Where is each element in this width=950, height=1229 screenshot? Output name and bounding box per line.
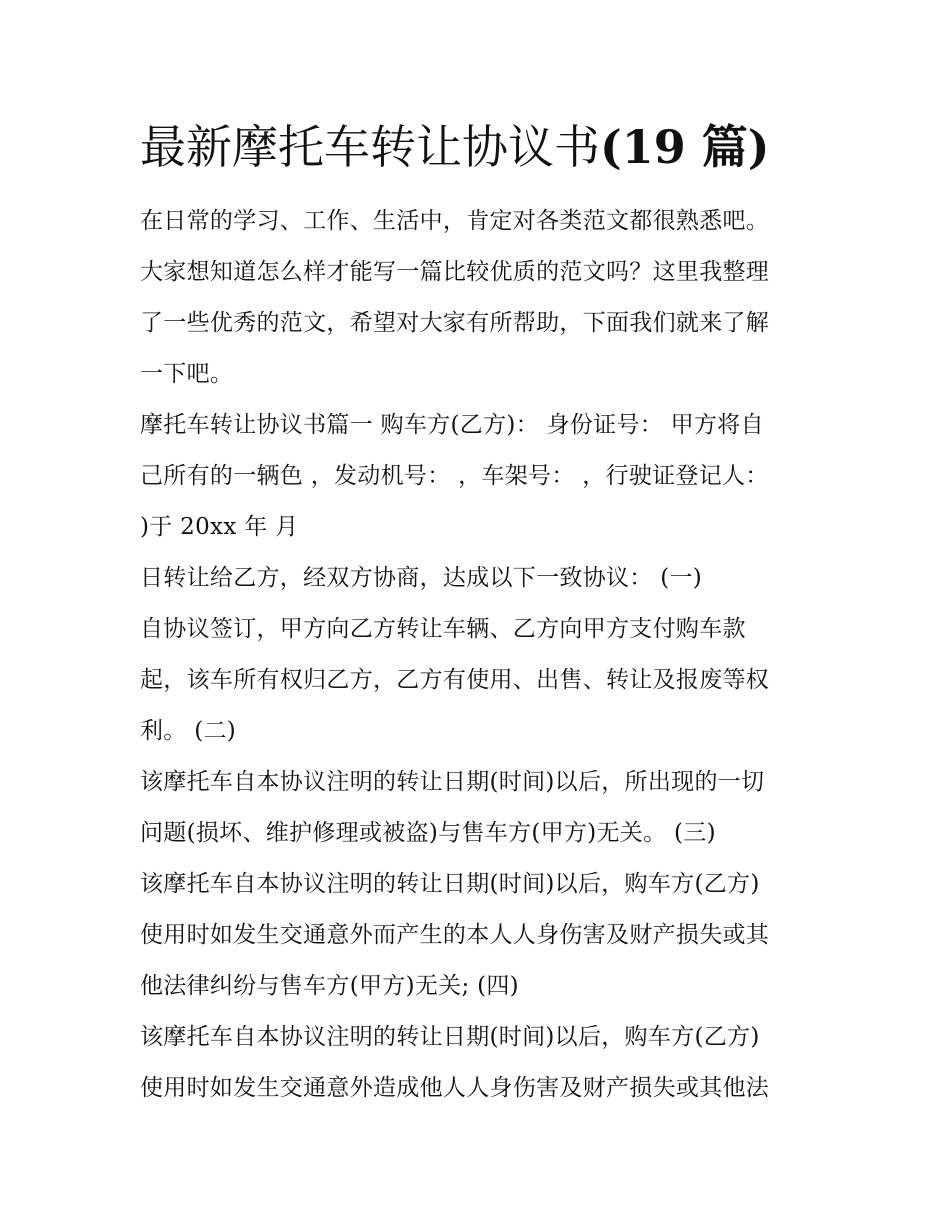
title-count: (19 篇) <box>600 120 770 174</box>
body-line: )于 20xx 年 月 <box>140 514 299 540</box>
body-line: 问题(损坏、维护修理或被盗)与售车方(甲方)无关。 (三) <box>140 820 716 846</box>
body-line: 大家想知道怎么样才能写一篇比较优质的范文吗？这里我整理 <box>140 259 770 285</box>
document-body <box>140 196 820 1114</box>
body-line: 使用时如发生交通意外而产生的本人人身伤害及财产损失或其 <box>140 922 770 948</box>
body-line: 该摩托车自本协议注明的转让日期(时间)以后，所出现的一切 <box>140 769 765 795</box>
body-line: 摩托车转让协议书篇一 购车方(乙方)： 身份证号： 甲方将自 <box>140 412 764 438</box>
body-line: 自协议签订，甲方向乙方转让车辆、乙方向甲方支付购车款 <box>140 616 746 642</box>
title-main: 最新摩托车转让协议书 <box>140 120 600 174</box>
body-line: 一下吧。 <box>140 361 234 387</box>
body-line: 己所有的一辆色 ，发动机号： ，车架号： ，行驶证登记人： <box>140 463 769 489</box>
body-line: 使用时如发生交通意外造成他人人身伤害及财产损失或其他法 <box>140 1075 770 1101</box>
body-line: 起，该车所有权归乙方，乙方有使用、出售、转让及报废等权 <box>140 667 770 693</box>
body-line: 在日常的学习、工作、生活中，肯定对各类范文都很熟悉吧。 <box>140 208 770 234</box>
body-line: 该摩托车自本协议注明的转让日期(时间)以后，购车方(乙方) <box>140 871 760 897</box>
document-title <box>140 112 770 182</box>
body-line: 了一些优秀的范文，希望对大家有所帮助，下面我们就来了解 <box>140 310 770 336</box>
body-line: 日转让给乙方，经双方协商，达成以下一致协议： (一) <box>140 565 703 591</box>
body-line: 利。 (二) <box>140 718 237 744</box>
body-line: 该摩托车自本协议注明的转让日期(时间)以后，购车方(乙方) <box>140 1024 760 1050</box>
body-line: 他法律纠纷与售车方(甲方)无关; (四) <box>140 973 519 999</box>
